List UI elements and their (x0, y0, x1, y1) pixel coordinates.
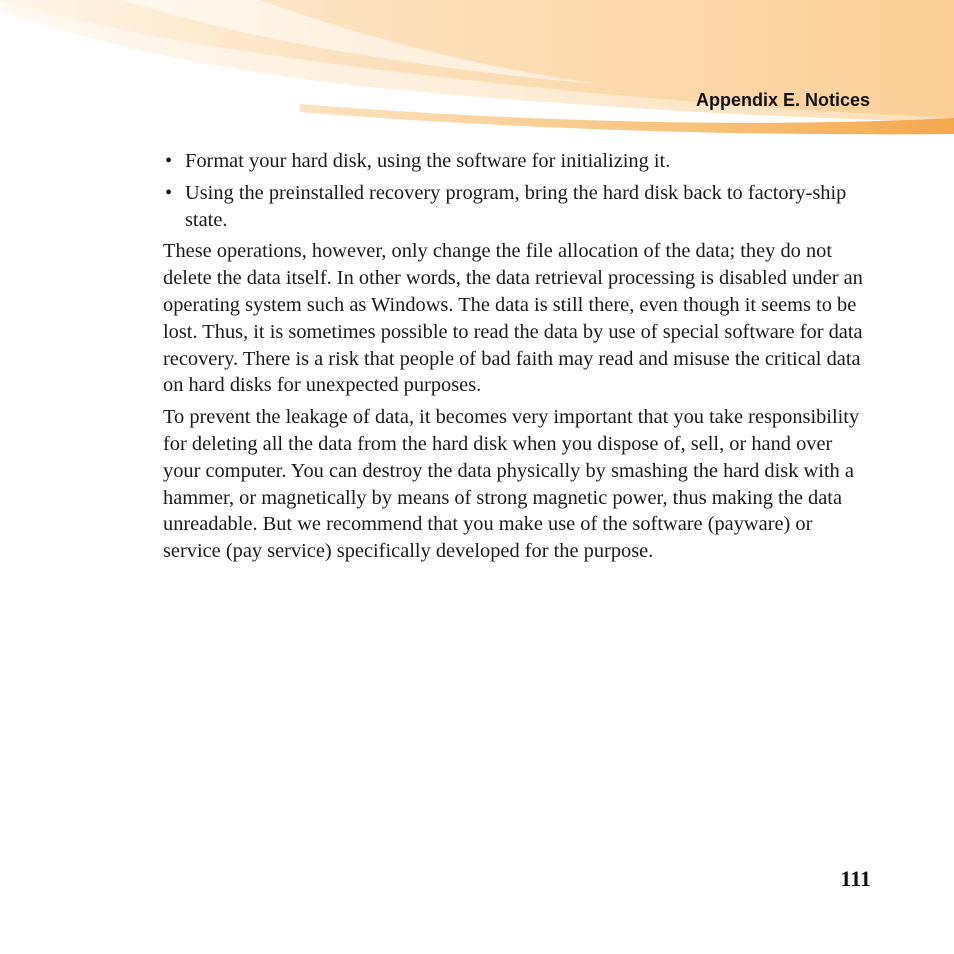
page-number: 111 (840, 866, 871, 891)
bullet-icon: • (165, 150, 173, 172)
bullet-list (163, 148, 873, 233)
paragraph: To prevent the leakage of data, it becomes very important that you take responsibility for deleting all the data from the hard disk when you dispose of, sell, or hand over your computer. You can destroy the data physically by smashing the hard disk with a hammer, or magnetically by means of strong magnetic power, thus making the data unreadable. But we recommend that you make use of the software (payware) or service (pay service) specifically developed for the purpose. (163, 406, 860, 563)
list-item-text: Using the preinstalled recovery program, bring the hard disk back to factory-ship state. (185, 181, 847, 231)
header-decorative-band (0, 0, 954, 140)
document-body (163, 148, 873, 570)
bullet-icon: • (165, 181, 173, 204)
list-item (163, 148, 873, 175)
list-item (163, 180, 873, 234)
list-item-text: Format your hard disk, using the software for initializing it. (185, 150, 671, 172)
section-title: Appendix E. Notices (695, 90, 870, 110)
paragraph: These operations, however, only change the file allocation of the data; they do not delete the data itself. In other words, the data retrieval processing is disabled under an operating system such as Windows. The data is still there, even though it seems to be lost. Thus, it is sometimes possible to read the data by use of special software for data recovery. There is a risk that people of bad faith may read and misuse the critical data on hard disks for unexpected purposes. (163, 240, 863, 397)
